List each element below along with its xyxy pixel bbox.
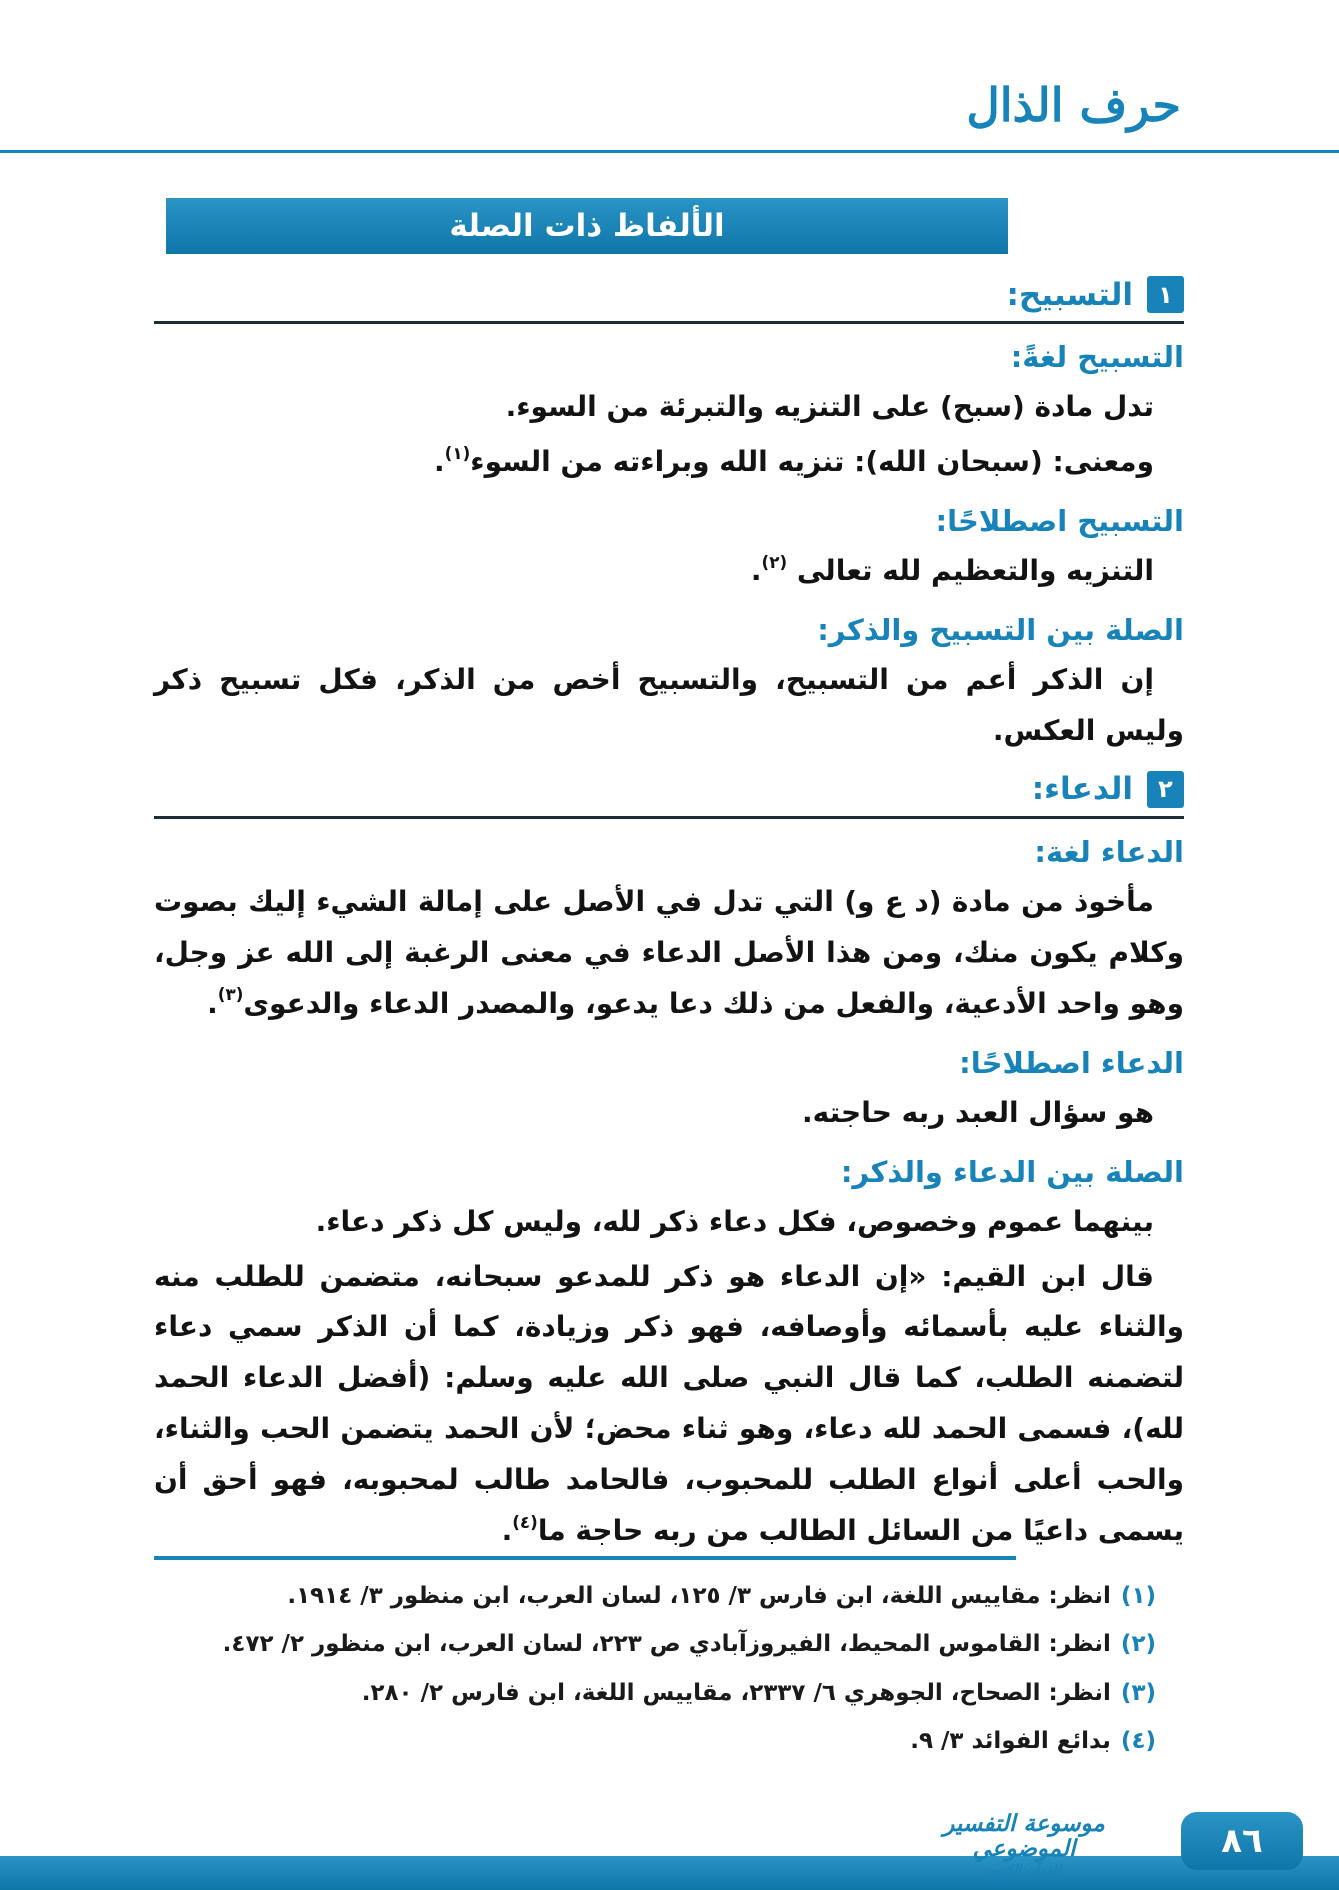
footnote-number: (١) (1120, 1583, 1156, 1609)
footnote-marker: (٤) (512, 1511, 538, 1532)
footnote-marker: (١) (444, 442, 471, 463)
paragraph-text: ومعنى: (سبحان الله): تنزيه الله وبراءته من السوء (470, 444, 1154, 478)
paragraph-tail: . (434, 444, 445, 478)
paragraph (154, 437, 1184, 488)
subheading: الدعاء اصطلاحًا: (959, 1045, 1184, 1080)
section-banner (166, 198, 1008, 254)
footnote-text: انظر: الصحاح، الجوهري ٦/ ٢٣٣٧، مقاييس اللغة، ابن فارس ٢/ ٢٨٠. (361, 1679, 1111, 1706)
section-2-header (154, 771, 1184, 808)
paragraph-text: إن الذكر أعم من التسبيح، والتسبيح أخص من الذكر، فكل تسبيح ذكر وليس العكس. (154, 662, 1184, 747)
section-2-number-badge: ٢ (1147, 771, 1184, 808)
footer-bar (0, 1856, 1339, 1890)
publisher-logo-subtitle: للقرآن الكريم (987, 1862, 1061, 1878)
main-content (154, 262, 1184, 1561)
footnote (154, 1721, 1184, 1761)
footnote-marker: (٢) (761, 551, 788, 572)
paragraph-tail: . (501, 1514, 513, 1548)
subheading: الصلة بين الدعاء والذكر: (840, 1154, 1184, 1189)
header-divider (0, 150, 1339, 153)
paragraph-tail: . (750, 553, 762, 587)
chapter-title: حرف الذال (966, 78, 1181, 132)
section-2-divider (154, 816, 1184, 819)
section-2-title: الدعاء: (1031, 771, 1133, 808)
subheading: الصلة بين التسبيح والذكر: (817, 612, 1184, 647)
paragraph-text: هو سؤال العبد ربه حاجته. (802, 1095, 1154, 1129)
paragraph-text: التنزيه والتعظيم لله تعالى (787, 553, 1154, 587)
footnote-divider (154, 1556, 1016, 1560)
subheading: الدعاء لغة: (1034, 834, 1184, 869)
paragraph-tail: . (207, 986, 218, 1020)
footnote (154, 1576, 1184, 1616)
paragraph-text: قال ابن القيم: «إن الدعاء هو ذكر للمدعو سبحانه، متضمن للطلب منه والثناء عليه بأسمائه وأوصافه، فهو ذكر وزيادة، كما أن الذكر سمي دعاء لتضمنه الطلب، كما قال النبي صلى الله عليه وسلم: (أفضل الدعاء الحمد لله)، فسمى الحمد لله دعاء، وهو ثناء محض؛ لأن الحمد يتضمن الحب والثناء، والحب أعلى أنواع الطلب للمحبوب، فالحامد طالب لمحبوبه، فهو أحق أن يسمى داعيًا من السائل الطالب من ربه حاجة ما (154, 1259, 1184, 1548)
publisher-logo (914, 1811, 1134, 1878)
paragraph (154, 382, 1184, 433)
footnote-number: (٤) (1120, 1727, 1156, 1754)
footnote-marker: (٣) (217, 984, 244, 1005)
footnote-number: (٣) (1120, 1679, 1156, 1706)
paragraph (154, 1197, 1184, 1248)
section-1-number-badge: ١ (1147, 276, 1184, 313)
page-number-badge (1181, 1812, 1303, 1870)
section-1-header (154, 276, 1184, 313)
footnote (154, 1624, 1184, 1664)
subheading: التسبيح لغةً: (1010, 340, 1184, 374)
section-1-title: التسبيح: (1006, 276, 1133, 313)
paragraph (154, 546, 1184, 597)
footnote-number: (٢) (1120, 1631, 1156, 1658)
paragraph (154, 655, 1184, 757)
footnote-text: انظر: القاموس المحيط، الفيروزآبادي ص ٢٢٣، لسان العرب، ابن منظور ٢/ ٤٧٢. (222, 1631, 1111, 1658)
paragraph-text: تدل مادة (سبح) على التنزيه والتبرئة من السوء. (505, 390, 1154, 423)
paragraph-text: مأخوذ من مادة (د ع و) التي تدل في الأصل على إمالة الشيء إليك بصوت وكلام يكون منك، ومن هذا الأصل الدعاء في معنى الرغبة إلى الله عز وجل، وهو واحد الأدعية، والفعل من ذلك دعا يدعو، والمصدر الدعاء والدعوى (154, 884, 1184, 1020)
footnotes (154, 1556, 1184, 1769)
publisher-logo-title: موسوعة التفسير الموضوعي (943, 1810, 1105, 1863)
footnote-text: بدائع الفوائد ٣/ ٩. (910, 1727, 1111, 1754)
paragraph (154, 1252, 1184, 1558)
subheading: التسبيح اصطلاحًا: (935, 503, 1184, 538)
footnote (154, 1673, 1184, 1713)
page-number: ٨٦ (1221, 1821, 1263, 1861)
banner-title: الألفاظ ذات الصلة (449, 208, 725, 244)
footnote-text: انظر: مقاييس اللغة، ابن فارس ٣/ ١٢٥، لسان العرب، ابن منظور ٣/ ١٩١٤. (287, 1583, 1111, 1609)
paragraph (154, 877, 1184, 1030)
section-1-divider (154, 321, 1184, 324)
paragraph-text: بينهما عموم وخصوص، فكل دعاء ذكر لله، وليس كل ذكر دعاء. (315, 1204, 1154, 1238)
paragraph (154, 1088, 1184, 1139)
